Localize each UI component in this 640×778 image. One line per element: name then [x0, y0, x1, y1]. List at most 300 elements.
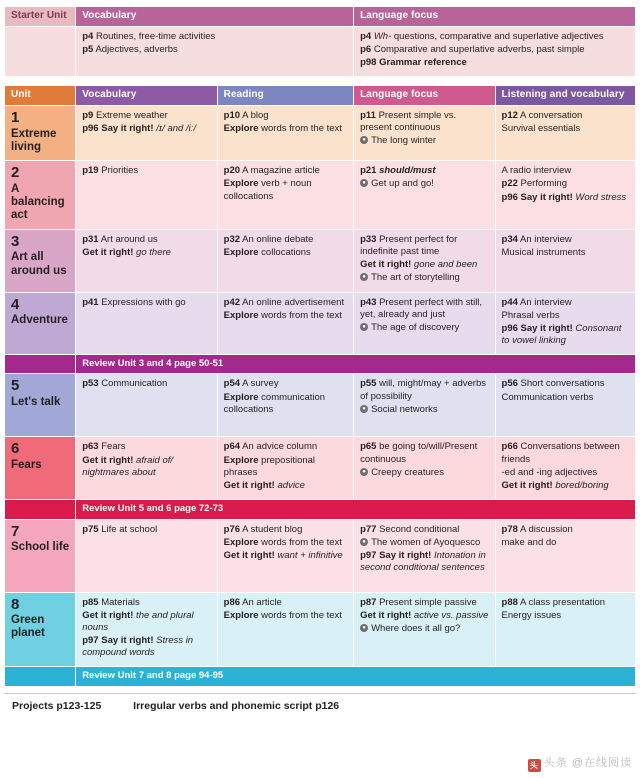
entry-line: [224, 165, 347, 177]
entry-line: [224, 610, 347, 622]
unit-number: 6: [11, 440, 20, 458]
header-unit: Unit: [5, 86, 75, 105]
unit-listening-cell: [496, 593, 635, 667]
entry-line: [224, 297, 347, 309]
unit-row: [5, 520, 635, 592]
unit-language-cell: [354, 593, 494, 667]
entry-detail: gone and been: [411, 259, 478, 271]
unit-cell: [5, 161, 75, 228]
unit-vocabulary-cell: [76, 593, 216, 667]
entry-line: [360, 234, 488, 258]
entry-text: Expressions with go: [101, 296, 186, 308]
entry-text: prepositional phrases: [223, 454, 316, 478]
unit-reading-cell: [218, 230, 353, 292]
bullet-icon: ●: [360, 323, 368, 331]
unit-title: Art all around us: [11, 251, 67, 277]
entry-line: [502, 165, 629, 177]
entry-text: Phrasal verbs: [501, 309, 560, 321]
unit-language-cell: [354, 106, 494, 160]
entry-text: Say it right!: [379, 549, 432, 561]
starter-header-row: [5, 7, 635, 26]
entry-label: Get it right!: [82, 609, 134, 621]
unit-row: [5, 106, 635, 160]
entry-label: Explore: [223, 609, 259, 621]
bullet-icon: ●: [360, 538, 368, 546]
entry-detail: Consonant to vowel linking: [501, 323, 622, 347]
entry-text-italic: Wh-: [373, 30, 392, 42]
entry-line: [360, 165, 488, 177]
starter-language-header: Language focus: [354, 7, 635, 26]
entry-text: words from the text: [261, 536, 342, 548]
page-reference: p98: [360, 57, 377, 69]
entry-text: Materials: [101, 596, 140, 608]
column-header-row: [5, 86, 635, 105]
unit-reading-cell: [218, 520, 353, 592]
unit-row: [5, 374, 635, 436]
unit-vocabulary-cell: [76, 230, 216, 292]
entry-line: [82, 234, 210, 246]
entry-detail: Intonation in second conditional sentences: [360, 549, 486, 574]
starter-unit-cell: [5, 27, 75, 76]
entry-line: [502, 597, 629, 609]
unit-listening-cell: [496, 437, 635, 499]
entry-line: [360, 57, 629, 69]
page-reference: p64: [223, 441, 241, 453]
page-reference: p86: [223, 596, 241, 608]
unit-language-cell: [354, 374, 494, 436]
entry-text: A magazine article: [242, 165, 320, 177]
entry-line: [82, 297, 210, 309]
entry-text: Survival essentials: [501, 123, 581, 135]
entry-line: [502, 392, 629, 404]
entry-label: Explore: [223, 309, 259, 321]
entry-line: ● The long winter: [360, 135, 488, 147]
entry-text: Art around us: [100, 233, 158, 245]
page-reference: p12: [501, 110, 518, 122]
bullet-icon: ●: [360, 405, 368, 413]
bullet-icon: ●: [360, 136, 368, 144]
page-reference: p33: [360, 233, 377, 245]
unit-listening-cell: [496, 374, 635, 436]
starter-language-cell: [354, 27, 635, 76]
entry-line: [224, 537, 347, 549]
entry-text: Priorities: [101, 165, 139, 177]
starter-vocabulary-cell: [76, 27, 353, 76]
entry-label: Get it right!: [360, 259, 412, 271]
page-reference: p97: [360, 549, 377, 561]
entry-line: [82, 165, 210, 177]
entry-text: Present simple passive: [379, 596, 477, 608]
unit-cell: [5, 374, 75, 436]
entry-line: [502, 192, 629, 204]
page-reference: p65: [360, 441, 377, 453]
unit-vocabulary-cell: [76, 374, 216, 436]
entry-line: [360, 31, 629, 43]
page-reference: p22: [501, 178, 518, 190]
entry-line: [224, 392, 347, 416]
entry-detail: go there: [133, 246, 171, 258]
entry-text: A radio interview: [501, 165, 572, 177]
page-reference: p9: [82, 110, 94, 122]
entry-line: [360, 110, 488, 134]
page-reference: p85: [82, 596, 99, 608]
entry-text: A survey: [242, 378, 279, 390]
unit-listening-cell: [496, 161, 635, 228]
page-reference: p41: [82, 296, 99, 308]
page-reference: p42: [223, 296, 241, 308]
entry-text: An interview: [520, 296, 572, 308]
entry-line: [82, 455, 210, 479]
unit-title: Adventure: [11, 314, 68, 327]
entry-text: A conversation: [520, 110, 583, 122]
entry-label: Explore: [223, 391, 259, 403]
starter-unit-table: [4, 6, 636, 77]
entry-line: [82, 378, 210, 390]
entry-text: Comparative and superlative adverbs, past simple: [373, 43, 585, 55]
entry-label: Get it right!: [82, 246, 134, 258]
entry-detail: active vs. passive: [411, 609, 489, 621]
entry-label: Get it right!: [223, 479, 275, 491]
unit-row: [5, 161, 635, 228]
entry-text: be going to/will/Present continuous: [360, 441, 478, 465]
entry-text: collocations: [261, 246, 311, 258]
page-reference: p55: [360, 378, 377, 390]
header-vocabulary: Vocabulary: [76, 86, 216, 105]
entry-text: make and do: [501, 536, 557, 548]
bullet-icon: ●: [360, 179, 368, 187]
entry-line: [360, 550, 488, 574]
entry-label: Get it right!: [82, 454, 134, 466]
page-reference: p75: [82, 523, 99, 535]
entry-text: questions, comparative and superlative adjectives: [391, 30, 604, 42]
unit-language-cell: [354, 437, 494, 499]
entry-line: [502, 247, 629, 259]
entry-detail: Stress in compound words: [82, 635, 194, 659]
entry-line: [360, 378, 488, 402]
unit-cell: [5, 437, 75, 499]
review-spacer: [5, 500, 75, 518]
unit-cell: [5, 520, 75, 592]
entry-line: ● The women of Ayoquesco: [360, 537, 488, 549]
bullet-icon: ●: [360, 468, 368, 476]
entry-text: Communication: [101, 378, 168, 390]
entry-label: Explore: [223, 178, 259, 190]
starter-body-row: [5, 27, 635, 76]
unit-reading-cell: [218, 293, 353, 355]
unit-listening-cell: [496, 230, 635, 292]
entry-line: [360, 524, 488, 536]
review-label: Review Unit 3 and 4 page 50-51: [76, 355, 635, 373]
page-reference: p4: [360, 30, 372, 42]
entry-text: Routines, free-time activities: [95, 30, 216, 42]
entry-text: An interview: [520, 233, 572, 245]
page-reference: p96: [501, 323, 518, 335]
entry-line: ● The art of storytelling: [360, 272, 488, 284]
entry-line: [224, 310, 347, 322]
entry-text: Say it right!: [520, 191, 573, 203]
unit-row: [5, 437, 635, 499]
unit-vocabulary-cell: [76, 520, 216, 592]
starter-unit-label: Starter Unit: [5, 7, 75, 26]
entry-text: Say it right!: [520, 323, 573, 335]
entry-label: Get it right!: [360, 609, 412, 621]
unit-rows-body: [5, 106, 635, 686]
entry-label: Get it right!: [223, 549, 275, 561]
entry-line: [502, 467, 629, 479]
page-reference: p54: [223, 378, 241, 390]
entry-text: Say it right!: [101, 635, 154, 647]
footer: [4, 693, 636, 716]
entry-text: Grammar reference: [379, 57, 467, 69]
entry-detail: afraid of/ nightmares about: [82, 454, 174, 478]
entry-line: [502, 524, 629, 536]
unit-number: 4: [11, 295, 20, 313]
entry-line: [82, 441, 210, 453]
page-reference: p5: [82, 43, 94, 55]
page-reference: p32: [223, 233, 241, 245]
unit-vocabulary-cell: [76, 106, 216, 160]
unit-title: Fears: [11, 458, 42, 471]
entry-text: Communication verbs: [501, 391, 594, 403]
entry-label: Explore: [223, 536, 259, 548]
page-reference: p11: [360, 110, 376, 122]
entry-line: [82, 123, 210, 135]
entry-text: verb + noun collocations: [223, 178, 312, 202]
header-language-focus: Language focus: [354, 86, 494, 105]
entry-text: Performing: [520, 178, 567, 190]
entry-label: Explore: [223, 123, 259, 135]
entry-text: Conversations between friends: [501, 441, 620, 465]
bullet-icon: ●: [360, 624, 368, 632]
entry-label: Get it right!: [501, 479, 553, 491]
entry-line: [82, 247, 210, 259]
entry-text: Adjectives, adverbs: [95, 43, 178, 55]
unit-title: Green planet: [11, 614, 45, 640]
entry-line: [82, 44, 347, 56]
entry-text: Present simple vs. present continuous: [360, 110, 457, 134]
review-label: Review Unit 7 and 8 page 94-95: [76, 667, 635, 685]
bullet-icon: ●: [360, 273, 368, 281]
entry-text: -ed and -ing adjectives: [501, 466, 598, 478]
entry-line: [224, 247, 347, 259]
entry-line: [224, 597, 347, 609]
page-reference: p19: [82, 165, 99, 177]
watermark-text: 头条 @在线阅读: [543, 757, 632, 769]
page-reference: p76: [223, 523, 241, 535]
entry-line: [360, 259, 488, 271]
entry-line: [502, 310, 629, 322]
entry-line: ● Where does it all go?: [360, 623, 488, 635]
unit-title: School life: [11, 541, 70, 554]
unit-number: 2: [11, 164, 20, 182]
entry-line: ● Get up and go!: [360, 178, 488, 190]
unit-language-cell: [354, 161, 494, 228]
entry-line: [360, 44, 629, 56]
entry-text: Say it right!: [101, 123, 154, 135]
entry-text: words from the text: [261, 123, 342, 135]
page-reference: p4: [82, 30, 94, 42]
entry-line: [224, 123, 347, 135]
page-reference: p63: [82, 441, 99, 453]
starter-vocabulary-header: Vocabulary: [76, 7, 353, 26]
entry-line: [502, 610, 629, 622]
units-table: [4, 85, 636, 686]
entry-line: [224, 550, 347, 562]
page-reference: p66: [501, 441, 518, 453]
page-reference: p78: [501, 523, 518, 535]
entry-text: An online advertisement: [242, 296, 345, 308]
entry-detail: advice: [274, 479, 305, 491]
page-reference: p77: [360, 523, 377, 535]
unit-cell: [5, 593, 75, 667]
entry-line: [502, 110, 629, 122]
entry-line: [224, 178, 347, 202]
entry-text: Fears: [101, 441, 126, 453]
entry-label: Explore: [223, 246, 259, 258]
page-reference: p97: [82, 635, 99, 647]
entry-line: [224, 480, 347, 492]
unit-cell: [5, 230, 75, 292]
entry-text: Energy issues: [501, 609, 562, 621]
entry-line: [502, 297, 629, 309]
entry-line: [360, 297, 488, 321]
unit-vocabulary-cell: [76, 293, 216, 355]
entry-line: [82, 635, 210, 659]
review-spacer: [5, 355, 75, 373]
entry-text: An article: [242, 596, 282, 608]
page-reference: p10: [223, 110, 241, 122]
entry-detail: the and plural nouns: [82, 609, 194, 633]
entry-text: Present perfect with still, yet, already and just: [360, 296, 483, 320]
entry-line: [224, 441, 347, 453]
entry-text: An online debate: [242, 233, 314, 245]
entry-detail: /ɪ/ and /iː/: [153, 123, 196, 135]
page-reference: p20: [223, 165, 241, 177]
review-label: Review Unit 5 and 6 page 72-73: [76, 500, 635, 518]
unit-language-cell: [354, 293, 494, 355]
footer-projects: Projects p123-125: [12, 699, 102, 712]
unit-reading-cell: [218, 437, 353, 499]
unit-reading-cell: [218, 374, 353, 436]
entry-text: Second conditional: [379, 523, 460, 535]
entry-text: words from the text: [261, 609, 342, 621]
header-listening: Listening and vocabulary: [496, 86, 635, 105]
watermark-logo-icon: 头: [529, 761, 539, 770]
unit-title: Let's talk: [11, 395, 61, 408]
unit-title: Extreme living: [11, 127, 57, 153]
entry-line: [502, 178, 629, 190]
entry-line: ● Social networks: [360, 404, 488, 416]
unit-row: [5, 230, 635, 292]
page-reference: p44: [501, 296, 518, 308]
entry-line: [224, 378, 347, 390]
page-reference: p43: [360, 296, 377, 308]
unit-reading-cell: [218, 106, 353, 160]
entry-line: [224, 524, 347, 536]
unit-listening-cell: [496, 293, 635, 355]
unit-language-cell: [354, 230, 494, 292]
entry-text: communication collocations: [223, 391, 326, 415]
entry-text: An advice column: [242, 441, 318, 453]
unit-vocabulary-cell: [76, 437, 216, 499]
entry-line: [224, 234, 347, 246]
entry-text: A blog: [242, 110, 269, 122]
unit-reading-cell: [218, 593, 353, 667]
page-reference: p31: [82, 233, 99, 245]
entry-text: A discussion: [520, 523, 573, 535]
unit-listening-cell: [496, 520, 635, 592]
entry-label: Explore: [223, 454, 259, 466]
entry-text: should/must: [379, 165, 436, 177]
page-reference: p88: [501, 596, 518, 608]
entry-line: [82, 610, 210, 634]
unit-row: [5, 293, 635, 355]
watermark: [528, 754, 632, 772]
entry-line: [502, 378, 629, 390]
entry-line: [502, 323, 629, 347]
page-reference: p96: [501, 191, 518, 203]
unit-listening-cell: [496, 106, 635, 160]
entry-line: [502, 537, 629, 549]
review-spacer: [5, 667, 75, 685]
entry-detail: bored/boring: [552, 479, 609, 491]
entry-line: [360, 597, 488, 609]
entry-text: A student blog: [242, 523, 303, 535]
footer-irregular-verbs: Irregular verbs and phonemic script p126: [133, 699, 340, 712]
review-row: [5, 667, 635, 685]
entry-text: Short conversations: [520, 378, 605, 390]
page-reference: p34: [501, 233, 518, 245]
entry-line: [224, 110, 347, 122]
page-reference: p56: [501, 378, 518, 390]
entry-detail: want + infinitive: [274, 549, 343, 561]
entry-line: [224, 455, 347, 479]
header-reading: Reading: [218, 86, 353, 105]
entry-line: [502, 441, 629, 465]
review-row: [5, 355, 635, 373]
unit-number: 5: [11, 377, 20, 395]
entry-line: ● Creepy creatures: [360, 467, 488, 479]
entry-line: [82, 31, 347, 43]
entry-text: will, might/may + adverbs of possibility: [360, 378, 487, 402]
entry-text: Extreme weather: [95, 110, 168, 122]
entry-line: [502, 123, 629, 135]
entry-line: [502, 480, 629, 492]
unit-number: 7: [11, 522, 20, 540]
entry-text: Present perfect for indefinite past time: [360, 233, 458, 257]
unit-cell: [5, 106, 75, 160]
page-reference: p6: [360, 43, 372, 55]
entry-text: A class presentation: [520, 596, 606, 608]
unit-number: 1: [11, 109, 20, 127]
entry-line: [360, 441, 488, 465]
entry-text: Life at school: [101, 523, 158, 535]
review-row: [5, 500, 635, 518]
entry-detail: Word stress: [572, 191, 627, 203]
page-reference: p87: [360, 596, 377, 608]
entry-line: ● The age of discovery: [360, 322, 488, 334]
page-reference: p21: [360, 165, 377, 177]
page-reference: p96: [82, 123, 99, 135]
entry-line: [360, 610, 488, 622]
entry-line: [82, 110, 210, 122]
page-reference: p53: [82, 378, 99, 390]
entry-line: [82, 524, 210, 536]
unit-number: 3: [11, 232, 20, 250]
unit-language-cell: [354, 520, 494, 592]
entry-text: words from the text: [261, 309, 342, 321]
unit-number: 8: [11, 595, 20, 613]
